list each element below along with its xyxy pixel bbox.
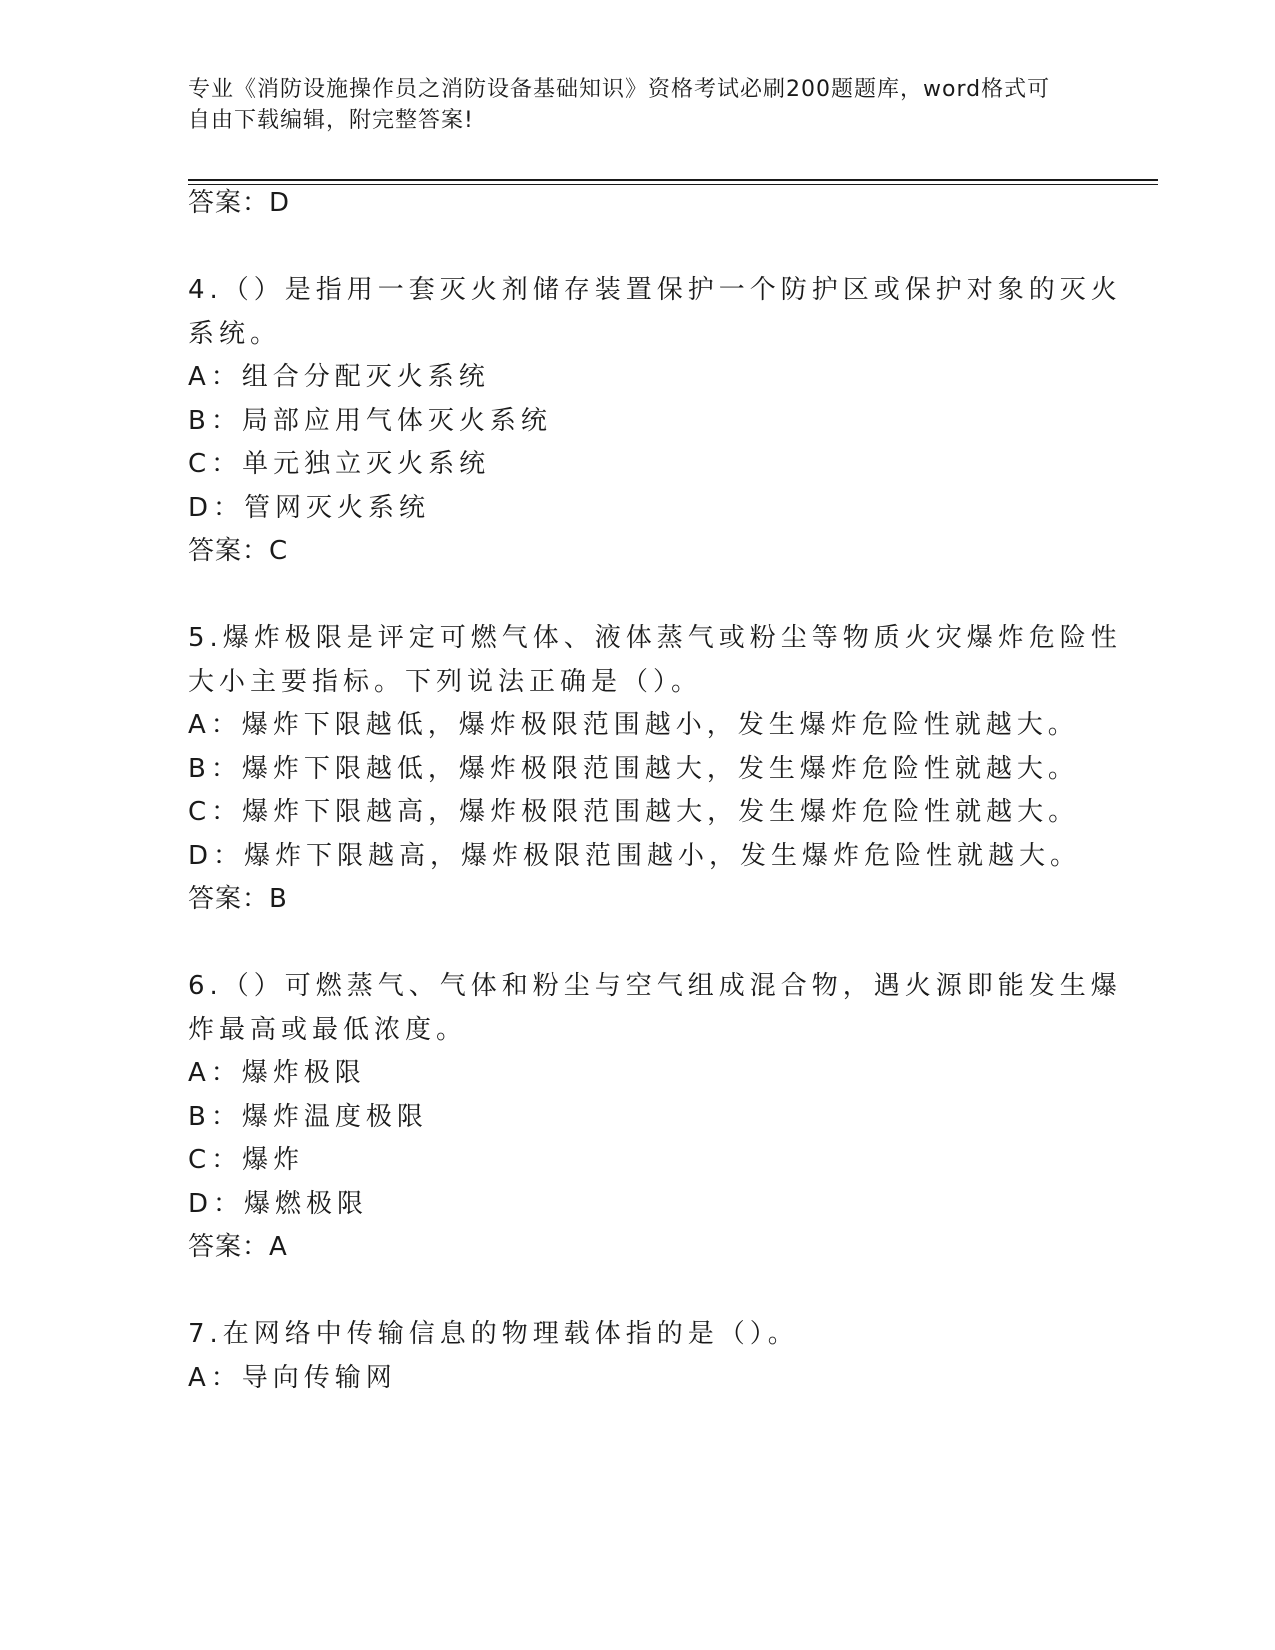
- answer-q5: 答案：B: [188, 884, 288, 914]
- question-6-stem-line-2: 炸最高或最低浓度。: [188, 1015, 468, 1045]
- question-4-option-d: D：管网灭火系统: [188, 493, 431, 523]
- question-5-option-b: B：爆炸下限越低，爆炸极限范围越大，发生爆炸危险性就越大。: [188, 754, 1079, 784]
- header-divider-thin: [188, 184, 1158, 185]
- answer-q6: 答案：A: [188, 1232, 288, 1262]
- question-6-option-d: D：爆燃极限: [188, 1189, 369, 1219]
- question-6-stem-line-1: 6.（）可燃蒸气、气体和粉尘与空气组成混合物，遇火源即能发生爆: [188, 971, 1122, 1001]
- question-4-option-c: C：单元独立灭火系统: [188, 449, 491, 479]
- document-header: 专业《消防设施操作员之消防设备基础知识》资格考试必刷200题题库，word格式可自由下载编辑，附完整答案!: [188, 77, 1051, 133]
- header-divider-thick: [188, 179, 1158, 181]
- question-5-stem-line-2: 大小主要指标。下列说法正确是（）。: [188, 667, 703, 697]
- question-5-stem-line-1: 5.爆炸极限是评定可燃气体、液体蒸气或粉尘等物质火灾爆炸危险性: [188, 623, 1122, 653]
- question-7-option-a: A：导向传输网: [188, 1363, 397, 1393]
- answer-q3: 答案：D: [188, 188, 291, 218]
- question-6-option-b: B：爆炸温度极限: [188, 1102, 428, 1132]
- question-5-option-a: A：爆炸下限越低，爆炸极限范围越小，发生爆炸危险性就越大。: [188, 710, 1079, 740]
- answer-q4: 答案：C: [188, 536, 289, 566]
- question-5-option-d: D：爆炸下限越高，爆炸极限范围越小，发生爆炸危险性就越大。: [188, 841, 1082, 871]
- question-6-option-a: A：爆炸极限: [188, 1058, 366, 1088]
- question-4-stem-line-1: 4.（）是指用一套灭火剂储存装置保护一个防护区或保护对象的灭火: [188, 275, 1122, 305]
- question-4-stem-line-2: 系统。: [188, 319, 282, 349]
- question-4-option-a: A：组合分配灭火系统: [188, 362, 490, 392]
- question-5-option-c: C：爆炸下限越高，爆炸极限范围越大，发生爆炸危险性就越大。: [188, 797, 1080, 827]
- question-4-option-b: B：局部应用气体灭火系统: [188, 406, 552, 436]
- question-6-option-c: C：爆炸: [188, 1145, 305, 1175]
- question-7-stem-line-1: 7.在网络中传输信息的物理载体指的是（）。: [188, 1319, 799, 1349]
